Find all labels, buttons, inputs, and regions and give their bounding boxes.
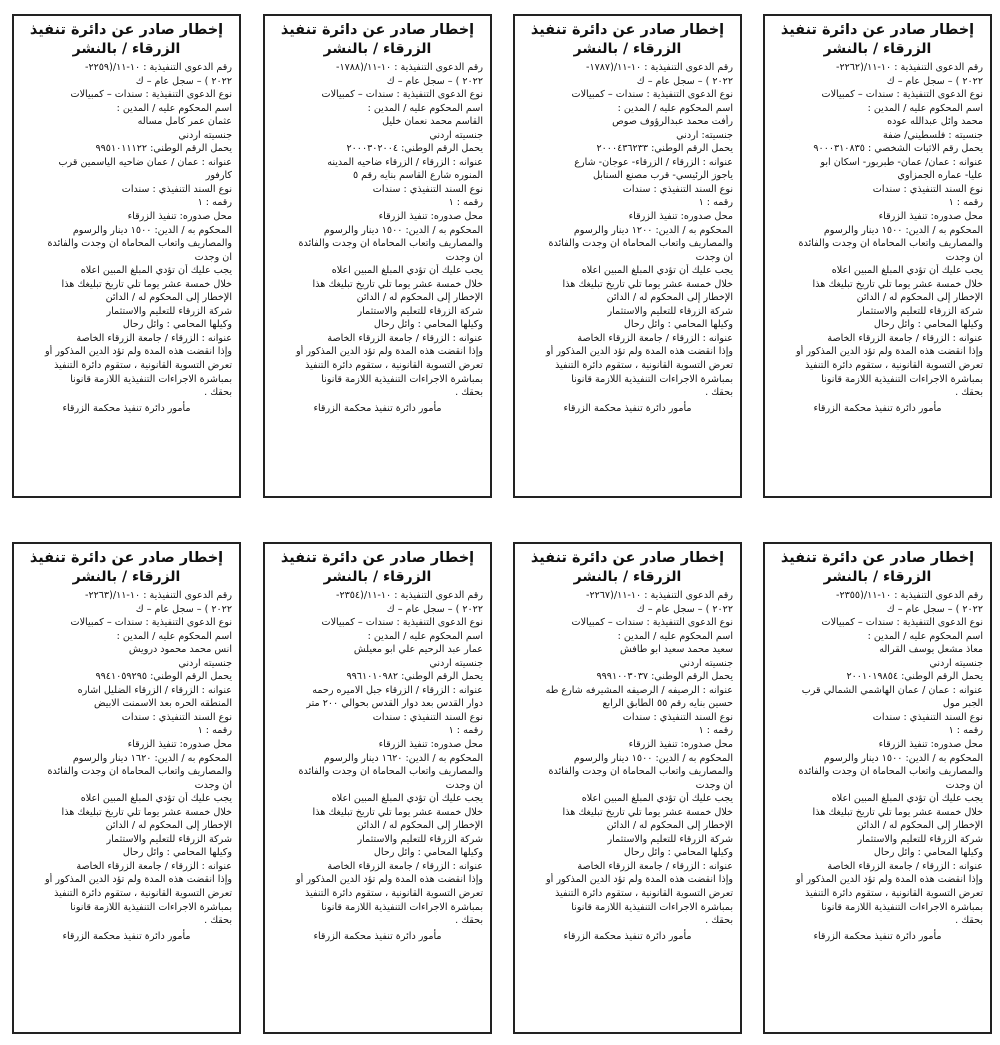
notice-title: إخطار صادر عن دائرة تنفيذ — [780, 550, 975, 566]
address: عنوانه : الزرقاء / الزرقاء جبل الاميره رحمه — [312, 684, 483, 696]
case-number-cont: ٢٠٢٢ ) – سجل عام – ك — [636, 75, 733, 87]
debtor-label: اسم المحكوم عليه / المدين : — [617, 630, 733, 642]
warning-cont3: بحقك . — [455, 915, 483, 927]
pay-instruction-cont2: الإخطار إلى المحكوم له / الدائن — [356, 820, 483, 832]
address-cont: كارفور — [205, 170, 232, 182]
case-number-cont: ٢٠٢٢ ) – سجل عام – ك — [886, 603, 983, 615]
case-number: رقم الدعوى التنفيذية : ١٠-١١/(٢٢٦٢- — [836, 62, 983, 73]
bond-number: رقمه : ١ — [698, 197, 733, 209]
debtor-name: القاسم محمد نعمان خليل — [382, 116, 483, 128]
bond-number: رقمه : ١ — [948, 725, 983, 737]
notice-card — [12, 542, 241, 1034]
warning-cont2: بمباشرة الاجراءات التنفيذية اللازمة قانونا — [821, 373, 983, 385]
pay-instruction-cont: خلال خمسة عشر يوما تلي تاريخ تبليغك هذا — [312, 278, 483, 290]
pay-instruction-cont2: الإخطار إلى المحكوم له / الدائن — [105, 820, 232, 832]
debtor-label: اسم المحكوم عليه / المدين : — [116, 102, 232, 114]
address-cont: دوار القدس بعد دوار القدس بحوالي ٢٠٠ متر — [306, 698, 483, 710]
pay-instruction: يجب عليك أن تؤدي المبلغ المبين اعلاه — [80, 265, 232, 277]
pay-instruction: يجب عليك أن تؤدي المبلغ المبين اعلاه — [331, 265, 483, 277]
warning-cont2: بمباشرة الاجراءات التنفيذية اللازمة قانونا — [321, 373, 483, 385]
warning-cont2: بمباشرة الاجراءات التنفيذية اللازمة قانونا — [571, 373, 733, 385]
notice-title: إخطار صادر عن دائرة تنفيذ — [29, 550, 224, 566]
debtor-label: اسم المحكوم عليه / المدين : — [116, 630, 232, 642]
signature: مأمور دائرة تنفيذ محكمة الزرقاء — [313, 402, 442, 414]
amount-cont2: ان وجدت — [945, 779, 983, 791]
address: عنوانه : عمان/ عمان- طبربور- اسكان ابو — [820, 156, 983, 168]
warning: وإذا انقضت هذه المدة ولم تؤد الدين المذكور أو — [296, 874, 483, 886]
notice-card — [513, 542, 742, 1034]
amount-cont: والمصاريف واتعاب المحاماة ان وجدت والفائدة — [798, 238, 983, 250]
signature: مأمور دائرة تنفيذ محكمة الزرقاء — [313, 930, 442, 942]
warning-cont3: بحقك . — [705, 387, 733, 399]
warning-cont: تعرض التسوية القانونية ، ستقوم دائرة التنفيذ — [54, 888, 232, 900]
pay-instruction-cont2: الإخطار إلى المحكوم له / الدائن — [856, 292, 983, 304]
case-number-cont: ٢٠٢٢ ) – سجل عام – ك — [135, 603, 232, 615]
nationality: جنسيته : فلسطيني/ ضفة — [882, 129, 983, 141]
case-number-cont: ٢٠٢٢ ) – سجل عام – ك — [636, 603, 733, 615]
notice-card — [263, 14, 492, 498]
case-type: نوع الدعوى التنفيذية : سندات – كمبيالات — [571, 89, 733, 101]
amount-cont2: ان وجدت — [445, 251, 483, 263]
notice-card — [763, 14, 992, 498]
id-number: يحمل الرقم الوطني: ٢٠٠١٠١٩٨٥٤ — [846, 671, 983, 683]
bond-type: نوع السند التنفيذي : سندات — [872, 183, 983, 195]
warning-cont3: بحقك . — [705, 915, 733, 927]
case-number: رقم الدعوى التنفيذية : ١٠-١١/(١٧٨٨- — [336, 62, 483, 73]
warning: وإذا انقضت هذه المدة ولم تؤد الدين المذكور أو — [546, 346, 733, 358]
debtor-name: عثمان عمر كامل مساله — [137, 116, 232, 128]
id-number: يحمل الرقم الوطني: ٢٠٠٠٣٠٢٠٠٤ — [346, 143, 483, 155]
warning-cont: تعرض التسوية القانونية ، ستقوم دائرة التنفيذ — [805, 888, 983, 900]
amount-cont2: ان وجدت — [695, 251, 733, 263]
issued-at: محل صدوره: تنفيذ الزرقاء — [878, 211, 983, 223]
notice-subtitle: الزرقاء / بالنشر — [573, 569, 682, 585]
warning-cont2: بمباشرة الاجراءات التنفيذية اللازمة قانونا — [70, 373, 232, 385]
case-type: نوع الدعوى التنفيذية : سندات – كمبيالات — [321, 89, 483, 101]
debtor-label: اسم المحكوم عليه / المدين : — [367, 630, 483, 642]
notice-subtitle: الزرقاء / بالنشر — [823, 41, 932, 57]
warning-cont: تعرض التسوية القانونية ، ستقوم دائرة التنفيذ — [54, 360, 232, 372]
id-number: يحمل رقم الاثبات الشخصي : ٩٠٠٠٣١٠٨٣٥ — [813, 143, 983, 155]
amount: المحكوم به / الدين: ١٢٠٠ دينار والرسوم — [573, 224, 733, 236]
amount: المحكوم به / الدين: ١٦٢٠ دينار والرسوم — [72, 752, 232, 764]
bond-type: نوع السند التنفيذي : سندات — [622, 183, 733, 195]
id-number: يحمل الرقم الوطني: ٩٩٩١٠٠٣٠٣٧ — [596, 671, 733, 683]
lawyer: وكيلها المحامي : وائل رحال — [623, 847, 733, 859]
case-type: نوع الدعوى التنفيذية : سندات – كمبيالات — [821, 89, 983, 101]
address-cont: المنوره شارع القاسم بنايه رقم ٥ — [352, 170, 483, 182]
debtor-label: اسم المحكوم عليه / المدين : — [367, 102, 483, 114]
warning-cont: تعرض التسوية القانونية ، ستقوم دائرة التنفيذ — [305, 888, 483, 900]
warning: وإذا انقضت هذه المدة ولم تؤد الدين المذكور أو — [546, 874, 733, 886]
notice-subtitle: الزرقاء / بالنشر — [573, 41, 682, 57]
lawyer: وكيلها المحامي : وائل رحال — [373, 847, 483, 859]
notice-subtitle: الزرقاء / بالنشر — [323, 569, 432, 585]
notice-card — [763, 542, 992, 1034]
bond-type: نوع السند التنفيذي : سندات — [372, 183, 483, 195]
creditor: شركة الزرقاء للتعليم والاستثمار — [857, 305, 983, 317]
debtor-name: عمار عبد الرحيم علي ابو معيلش — [353, 644, 483, 656]
warning-cont3: بحقك . — [955, 915, 983, 927]
warning-cont: تعرض التسوية القانونية ، ستقوم دائرة التنفيذ — [805, 360, 983, 372]
signature: مأمور دائرة تنفيذ محكمة الزرقاء — [563, 402, 692, 414]
creditor-address: عنوانه : الزرقاء / جامعة الزرقاء الخاصة — [76, 860, 232, 872]
nationality: جنسيته اردني — [429, 129, 483, 141]
creditor: شركة الزرقاء للتعليم والاستثمار — [607, 833, 733, 845]
pay-instruction-cont2: الإخطار إلى المحكوم له / الدائن — [856, 820, 983, 832]
notice-title: إخطار صادر عن دائرة تنفيذ — [530, 550, 725, 566]
pay-instruction-cont: خلال خمسة عشر يوما تلي تاريخ تبليغك هذا — [61, 278, 232, 290]
pay-instruction-cont2: الإخطار إلى المحكوم له / الدائن — [606, 820, 733, 832]
bond-number: رقمه : ١ — [948, 197, 983, 209]
warning-cont2: بمباشرة الاجراءات التنفيذية اللازمة قانونا — [70, 901, 232, 913]
pay-instruction: يجب عليك أن تؤدي المبلغ المبين اعلاه — [581, 265, 733, 277]
creditor: شركة الزرقاء للتعليم والاستثمار — [106, 305, 232, 317]
creditor: شركة الزرقاء للتعليم والاستثمار — [357, 833, 483, 845]
address-cont: حسين بنايه رقم ٥٥ الطابق الرابع — [602, 698, 733, 710]
case-number: رقم الدعوى التنفيذية : ١٠-١١/(٢٣٥٥- — [836, 590, 983, 601]
lawyer: وكيلها المحامي : وائل رحال — [122, 319, 232, 331]
amount-cont: والمصاريف واتعاب المحاماة ان وجدت والفائدة — [298, 766, 483, 778]
signature: مأمور دائرة تنفيذ محكمة الزرقاء — [62, 402, 191, 414]
id-number: يحمل الرقم الوطني: ٩٩٦١٠١٠٩٨٢ — [346, 671, 483, 683]
nationality: جنسيته اردني — [178, 129, 232, 141]
issued-at: محل صدوره: تنفيذ الزرقاء — [127, 739, 232, 751]
address-cont: ياجوز الرئيسي- قرب مصنع السنابل — [592, 170, 733, 182]
lawyer: وكيلها المحامي : وائل رحال — [873, 847, 983, 859]
creditor-address: عنوانه : الزرقاء / جامعة الزرقاء الخاصة — [827, 332, 983, 344]
lawyer: وكيلها المحامي : وائل رحال — [373, 319, 483, 331]
amount-cont: والمصاريف واتعاب المحاماة ان وجدت والفائدة — [548, 766, 733, 778]
debtor-name: محمد وائل عبدالله عوده — [887, 116, 983, 128]
pay-instruction-cont: خلال خمسة عشر يوما تلي تاريخ تبليغك هذا — [312, 806, 483, 818]
notice-card — [513, 14, 742, 498]
id-number: يحمل الرقم الوطني: ٩٩٤١٠٥٩٢٩٥ — [95, 671, 232, 683]
bond-type: نوع السند التنفيذي : سندات — [372, 711, 483, 723]
case-number-cont: ٢٠٢٢ ) – سجل عام – ك — [886, 75, 983, 87]
notice-title: إخطار صادر عن دائرة تنفيذ — [780, 22, 975, 38]
amount: المحكوم به / الدين: ١٥٠٠ دينار والرسوم — [72, 224, 232, 236]
creditor: شركة الزرقاء للتعليم والاستثمار — [357, 305, 483, 317]
amount: المحكوم به / الدين: ١٥٠٠ دينار والرسوم — [823, 224, 983, 236]
creditor: شركة الزرقاء للتعليم والاستثمار — [857, 833, 983, 845]
warning: وإذا انقضت هذه المدة ولم تؤد الدين المذكور أو — [45, 874, 232, 886]
warning-cont2: بمباشرة الاجراءات التنفيذية اللازمة قانونا — [821, 901, 983, 913]
amount-cont2: ان وجدت — [194, 251, 232, 263]
nationality: جنسيته اردني — [929, 657, 983, 669]
case-number-cont: ٢٠٢٢ ) – سجل عام – ك — [386, 603, 483, 615]
creditor: شركة الزرقاء للتعليم والاستثمار — [607, 305, 733, 317]
amount-cont2: ان وجدت — [445, 779, 483, 791]
notice-title: إخطار صادر عن دائرة تنفيذ — [280, 550, 475, 566]
address: عنوانه : عمان / عمان ضاحيه الياسمين قرب — [58, 156, 232, 168]
amount-cont: والمصاريف واتعاب المحاماة ان وجدت والفائدة — [298, 238, 483, 250]
bond-number: رقمه : ١ — [698, 725, 733, 737]
notice-subtitle: الزرقاء / بالنشر — [72, 41, 181, 57]
case-type: نوع الدعوى التنفيذية : سندات – كمبيالات — [821, 617, 983, 629]
address-cont: عليا- عماره الجمزاوي — [897, 170, 983, 182]
amount-cont: والمصاريف واتعاب المحاماة ان وجدت والفائدة — [47, 766, 232, 778]
signature: مأمور دائرة تنفيذ محكمة الزرقاء — [813, 402, 942, 414]
creditor-address: عنوانه : الزرقاء / جامعة الزرقاء الخاصة — [577, 860, 733, 872]
amount-cont: والمصاريف واتعاب المحاماة ان وجدت والفائدة — [798, 766, 983, 778]
pay-instruction: يجب عليك أن تؤدي المبلغ المبين اعلاه — [80, 793, 232, 805]
creditor: شركة الزرقاء للتعليم والاستثمار — [106, 833, 232, 845]
warning-cont3: بحقك . — [455, 387, 483, 399]
warning-cont: تعرض التسوية القانونية ، ستقوم دائرة التنفيذ — [305, 360, 483, 372]
pay-instruction-cont2: الإخطار إلى المحكوم له / الدائن — [356, 292, 483, 304]
case-number: رقم الدعوى التنفيذية : ١٠-١١/(٢٢٥٩- — [85, 62, 232, 73]
debtor-name: معاذ مشعل يوسف القراله — [879, 644, 983, 656]
warning-cont: تعرض التسوية القانونية ، ستقوم دائرة التنفيذ — [555, 888, 733, 900]
address: عنوانه : الرصيفه / الرصيفه المشيرفه شارع طه — [545, 684, 733, 696]
case-number-cont: ٢٠٢٢ ) – سجل عام – ك — [135, 75, 232, 87]
warning-cont2: بمباشرة الاجراءات التنفيذية اللازمة قانونا — [321, 901, 483, 913]
amount-cont2: ان وجدت — [695, 779, 733, 791]
nationality: جنسيته: اردني — [676, 129, 733, 141]
case-number-cont: ٢٠٢٢ ) – سجل عام – ك — [386, 75, 483, 87]
id-number: يحمل الرقم الوطني: ٢٠٠٠٤٣٦٢٣٣ — [596, 143, 733, 155]
lawyer: وكيلها المحامي : وائل رحال — [623, 319, 733, 331]
pay-instruction-cont: خلال خمسة عشر يوما تلي تاريخ تبليغك هذا — [562, 806, 733, 818]
notice-title: إخطار صادر عن دائرة تنفيذ — [29, 22, 224, 38]
amount: المحكوم به / الدين: ١٥٠٠ دينار والرسوم — [573, 752, 733, 764]
nationality: جنسيته اردني — [429, 657, 483, 669]
issued-at: محل صدوره: تنفيذ الزرقاء — [878, 739, 983, 751]
bond-number: رقمه : ١ — [197, 725, 232, 737]
case-number: رقم الدعوى التنفيذية : ١٠-١١/(٢٣٥٤- — [336, 590, 483, 601]
issued-at: محل صدوره: تنفيذ الزرقاء — [378, 211, 483, 223]
amount-cont2: ان وجدت — [194, 779, 232, 791]
debtor-name: رأفت محمد عبدالرؤوف صوص — [612, 116, 733, 128]
bond-type: نوع السند التنفيذي : سندات — [872, 711, 983, 723]
pay-instruction: يجب عليك أن تؤدي المبلغ المبين اعلاه — [831, 793, 983, 805]
pay-instruction: يجب عليك أن تؤدي المبلغ المبين اعلاه — [331, 793, 483, 805]
amount-cont: والمصاريف واتعاب المحاماة ان وجدت والفائدة — [548, 238, 733, 250]
warning-cont3: بحقك . — [955, 387, 983, 399]
pay-instruction-cont2: الإخطار إلى المحكوم له / الدائن — [105, 292, 232, 304]
amount: المحكوم به / الدين: ١٥٠٠ دينار والرسوم — [823, 752, 983, 764]
amount: المحكوم به / الدين: ١٥٠٠ دينار والرسوم — [323, 224, 483, 236]
issued-at: محل صدوره: تنفيذ الزرقاء — [378, 739, 483, 751]
pay-instruction-cont2: الإخطار إلى المحكوم له / الدائن — [606, 292, 733, 304]
issued-at: محل صدوره: تنفيذ الزرقاء — [628, 739, 733, 751]
pay-instruction-cont: خلال خمسة عشر يوما تلي تاريخ تبليغك هذا — [61, 806, 232, 818]
pay-instruction: يجب عليك أن تؤدي المبلغ المبين اعلاه — [831, 265, 983, 277]
signature: مأمور دائرة تنفيذ محكمة الزرقاء — [563, 930, 692, 942]
warning: وإذا انقضت هذه المدة ولم تؤد الدين المذكور أو — [796, 346, 983, 358]
pay-instruction-cont: خلال خمسة عشر يوما تلي تاريخ تبليغك هذا — [562, 278, 733, 290]
bond-type: نوع السند التنفيذي : سندات — [121, 183, 232, 195]
nationality: جنسيته اردني — [679, 657, 733, 669]
debtor-name: سعيد محمد سعيد ابو طافش — [620, 644, 733, 656]
lawyer: وكيلها المحامي : وائل رحال — [122, 847, 232, 859]
warning-cont3: بحقك . — [204, 387, 232, 399]
address: عنوانه : عمان / عمان الهاشمي الشمالي قرب — [801, 684, 983, 696]
debtor-name: انس محمد محمود درويش — [128, 644, 232, 656]
amount-cont2: ان وجدت — [945, 251, 983, 263]
creditor-address: عنوانه : الزرقاء / جامعة الزرقاء الخاصة — [577, 332, 733, 344]
creditor-address: عنوانه : الزرقاء / جامعة الزرقاء الخاصة — [327, 332, 483, 344]
issued-at: محل صدوره: تنفيذ الزرقاء — [127, 211, 232, 223]
warning-cont2: بمباشرة الاجراءات التنفيذية اللازمة قانونا — [571, 901, 733, 913]
case-number: رقم الدعوى التنفيذية : ١٠-١١/(٢٢٦٣- — [85, 590, 232, 601]
nationality: جنسيته اردني — [178, 657, 232, 669]
amount-cont: والمصاريف واتعاب المحاماة ان وجدت والفائدة — [47, 238, 232, 250]
warning-cont: تعرض التسوية القانونية ، ستقوم دائرة التنفيذ — [555, 360, 733, 372]
pay-instruction-cont: خلال خمسة عشر يوما تلي تاريخ تبليغك هذا — [812, 278, 983, 290]
signature: مأمور دائرة تنفيذ محكمة الزرقاء — [813, 930, 942, 942]
creditor-address: عنوانه : الزرقاء / جامعة الزرقاء الخاصة — [827, 860, 983, 872]
bond-type: نوع السند التنفيذي : سندات — [121, 711, 232, 723]
debtor-label: اسم المحكوم عليه / المدين : — [867, 630, 983, 642]
bond-number: رقمه : ١ — [448, 725, 483, 737]
issued-at: محل صدوره: تنفيذ الزرقاء — [628, 211, 733, 223]
notice-title: إخطار صادر عن دائرة تنفيذ — [530, 22, 725, 38]
address-cont: الجبر مول — [942, 698, 983, 710]
address-cont: المنطقه الحره بعد الاسمنت الابيض — [93, 698, 232, 710]
bond-number: رقمه : ١ — [448, 197, 483, 209]
address: عنوانه : الزرقاء / الزرقاء ضاحيه المدينه — [327, 156, 483, 168]
case-type: نوع الدعوى التنفيذية : سندات – كمبيالات — [70, 617, 232, 629]
case-number: رقم الدعوى التنفيذية : ١٠-١١/(١٧٨٧- — [586, 62, 733, 73]
case-number: رقم الدعوى التنفيذية : ١٠-١١/(٢٢٦٧- — [586, 590, 733, 601]
warning: وإذا انقضت هذه المدة ولم تؤد الدين المذكور أو — [45, 346, 232, 358]
debtor-label: اسم المحكوم عليه / المدين : — [867, 102, 983, 114]
notice-title: إخطار صادر عن دائرة تنفيذ — [280, 22, 475, 38]
case-type: نوع الدعوى التنفيذية : سندات – كمبيالات — [321, 617, 483, 629]
notice-subtitle: الزرقاء / بالنشر — [823, 569, 932, 585]
creditor-address: عنوانه : الزرقاء / جامعة الزرقاء الخاصة — [327, 860, 483, 872]
bond-type: نوع السند التنفيذي : سندات — [622, 711, 733, 723]
warning-cont3: بحقك . — [204, 915, 232, 927]
case-type: نوع الدعوى التنفيذية : سندات – كمبيالات — [70, 89, 232, 101]
pay-instruction-cont: خلال خمسة عشر يوما تلي تاريخ تبليغك هذا — [812, 806, 983, 818]
notice-card — [263, 542, 492, 1034]
case-type: نوع الدعوى التنفيذية : سندات – كمبيالات — [571, 617, 733, 629]
warning: وإذا انقضت هذه المدة ولم تؤد الدين المذكور أو — [296, 346, 483, 358]
lawyer: وكيلها المحامي : وائل رحال — [873, 319, 983, 331]
id-number: يحمل الرقم الوطني: ٩٩٥١٠١١١٢٢ — [95, 143, 232, 155]
notice-subtitle: الزرقاء / بالنشر — [323, 41, 432, 57]
pay-instruction: يجب عليك أن تؤدي المبلغ المبين اعلاه — [581, 793, 733, 805]
warning: وإذا انقضت هذه المدة ولم تؤد الدين المذكور أو — [796, 874, 983, 886]
bond-number: رقمه : ١ — [197, 197, 232, 209]
amount: المحكوم به / الدين: ١٦٢٠ دينار والرسوم — [323, 752, 483, 764]
signature: مأمور دائرة تنفيذ محكمة الزرقاء — [62, 930, 191, 942]
creditor-address: عنوانه : الزرقاء / جامعة الزرقاء الخاصة — [76, 332, 232, 344]
address: عنوانه : الزرقاء / الزرقاء- عوجان- شارع — [574, 156, 733, 168]
notice-subtitle: الزرقاء / بالنشر — [72, 569, 181, 585]
address: عنوانه : الزرقاء / الزرقاء الضليل اشاره — [77, 684, 232, 696]
debtor-label: اسم المحكوم عليه / المدين : — [617, 102, 733, 114]
notice-card — [12, 14, 241, 498]
